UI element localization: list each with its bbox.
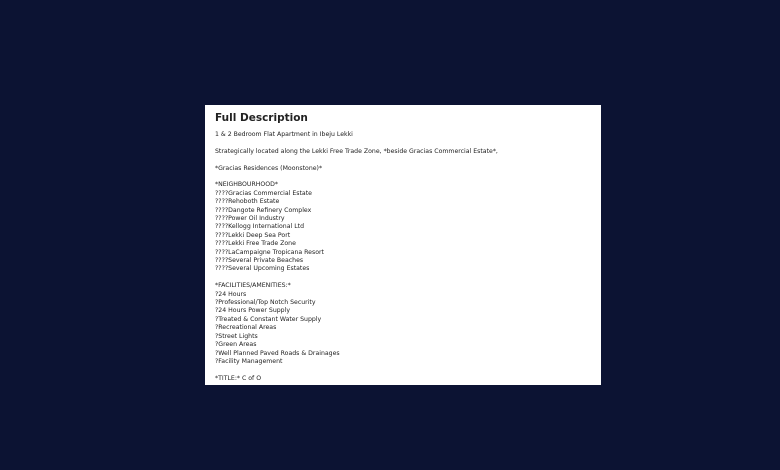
spacer: [215, 156, 591, 164]
neighbourhood-item: ????Several Private Beaches: [215, 257, 304, 265]
panel-title: Full Description: [215, 112, 308, 124]
title-line: *TITLE:* C of O: [215, 374, 262, 382]
neighbourhood-item: ????Kellogg International Ltd: [215, 223, 304, 231]
location-line: Strategically located along the Lekki Free Trade Zone, *beside Gracias Commercial Estate*,: [215, 147, 498, 155]
facility-item: ?Recreational Areas: [215, 324, 277, 332]
neighbourhood-item: ????Dangote Refinery Complex: [215, 206, 312, 214]
spacer: [215, 139, 591, 147]
neighbourhood-item: ????Several Upcoming Estates: [215, 265, 310, 273]
neighbourhood-item: ????Gracias Commercial Estate: [215, 189, 312, 197]
spacer: [215, 173, 591, 181]
neighbourhood-item: ????Rehoboth Estate: [215, 198, 280, 206]
facility-item: ?Well Planned Paved Roads & Drainages: [215, 349, 340, 357]
facility-item: ?Green Areas: [215, 341, 257, 349]
facilities-heading: *FACILITIES/AMENITIES:*: [215, 282, 291, 290]
facility-item: ?Professional/Top Notch Security: [215, 299, 316, 307]
neighbourhood-item: ????Power Oil Industry: [215, 215, 285, 223]
neighbourhood-item: ????Lekki Free Trade Zone: [215, 240, 296, 248]
intro-line: 1 & 2 Bedroom Flat Apartment in Ibeju Lekki: [215, 131, 353, 138]
facility-item: ?24 Hours: [215, 290, 247, 298]
spacer: [215, 274, 591, 282]
neighbourhood-item: ????LaCampaigne Tropicana Resort: [215, 248, 324, 256]
facility-item: ?Facility Management: [215, 357, 283, 365]
neighbourhood-heading: *NEIGHBOURHOOD*: [215, 181, 278, 189]
facility-item: ?24 Hours Power Supply: [215, 307, 290, 315]
facility-item: ?Treated & Constant Water Supply: [215, 315, 322, 323]
description-panel: [205, 105, 601, 385]
facility-item: ?Street Lights: [215, 332, 258, 340]
residence-line: *Gracias Residences (Moonstone)*: [215, 164, 323, 172]
spacer: [215, 366, 591, 374]
neighbourhood-item: ????Lekki Deep Sea Port: [215, 231, 291, 239]
